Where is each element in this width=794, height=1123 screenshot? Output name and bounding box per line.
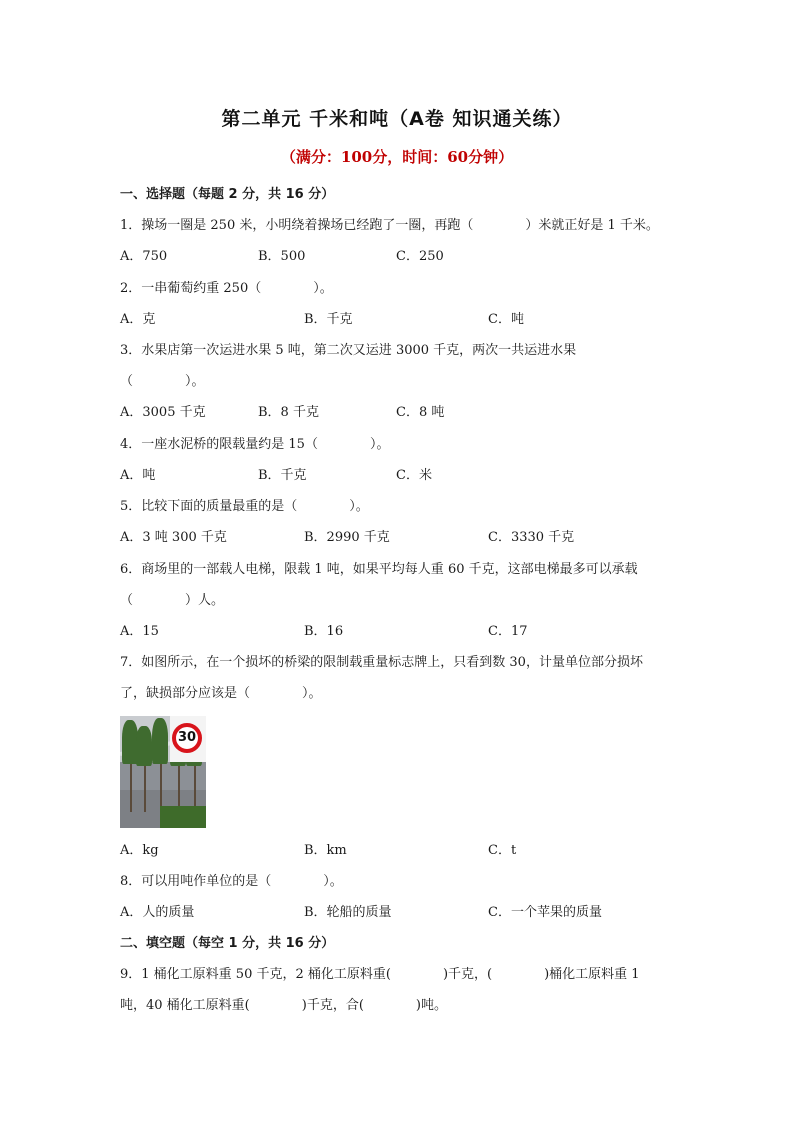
- q6-option-a: A．15: [120, 624, 159, 639]
- question-8: 8．可以用吨作单位的是（ ）。: [120, 874, 343, 889]
- q2-option-a: A．克: [120, 312, 156, 327]
- q2-option-c: C．吨: [488, 312, 524, 327]
- section-multiple-choice: 一、选择题（每题 2 分，共 16 分）: [120, 187, 335, 202]
- q6-option-b: B．16: [304, 624, 344, 639]
- q5-option-c: C．3330 千克: [488, 530, 575, 545]
- question-6-line-1: 6．商场里的一部载人电梯，限载 1 吨，如果平均每人重 60 千克，这部电梯最多可以承载: [120, 562, 638, 577]
- question-5: 5．比较下面的质量最重的是（ ）。: [120, 499, 369, 514]
- load-limit-sign: 30: [172, 723, 202, 753]
- q6-option-c: C．17: [488, 624, 528, 639]
- q3-option-b: B．8 千克: [258, 405, 319, 420]
- question-9-line-1: 9．1 桶化工原料重 50 千克，2 桶化工原料重( )千克，( )桶化工原料重 1: [120, 967, 640, 982]
- section-fill-in: 二、填空题（每空 1 分，共 16 分）: [120, 936, 335, 951]
- question-3-line-2: （ ）。: [120, 374, 205, 389]
- question-2: 2．一串葡萄约重 250（ ）。: [120, 281, 333, 296]
- question-9-line-2: 吨，40 桶化工原料重( )千克，合( )吨。: [120, 998, 447, 1013]
- question-1: 1．操场一圈是 250 米，小明绕着操场已经跑了一圈，再跑（ ）米就正好是 1 千米。: [120, 218, 659, 233]
- q8-option-c: C．一个苹果的质量: [488, 905, 602, 920]
- question-6-line-2: （ ）人。: [120, 593, 225, 608]
- q1-option-b: B．500: [258, 249, 306, 264]
- q3-option-c: C．8 吨: [396, 405, 445, 420]
- q1-option-c: C．250: [396, 249, 444, 264]
- q8-option-a: A．人的质量: [120, 905, 195, 920]
- q1-option-a: A．750: [120, 249, 168, 264]
- tree-icon: [152, 718, 168, 764]
- q2-option-b: B．千克: [304, 312, 353, 327]
- photo-grass: [160, 806, 206, 828]
- q4-option-c: C．米: [396, 468, 432, 483]
- question-7-line-2: 了，缺损部分应该是（ ）。: [120, 686, 322, 701]
- q7-option-c: C．t: [488, 843, 517, 858]
- page-subtitle: （满分：100分，时间：60分钟）: [280, 148, 514, 166]
- question-4: 4．一座水泥桥的限载量约是 15（ ）。: [120, 437, 390, 452]
- page-title: 第二单元 千米和吨（A卷 知识通关练）: [221, 108, 573, 130]
- question-7-line-1: 7．如图所示，在一个损坏的桥梁的限制载重量标志牌上，只看到数 30，计量单位部分损坏: [120, 655, 643, 670]
- q7-option-a: A．kg: [120, 843, 159, 858]
- tree-icon: [136, 726, 152, 766]
- q5-option-b: B．2990 千克: [304, 530, 390, 545]
- q5-option-a: A．3 吨 300 千克: [120, 530, 227, 545]
- q8-option-b: B．轮船的质量: [304, 905, 392, 920]
- bridge-sign-photo: [120, 716, 206, 828]
- q3-option-a: A．3005 千克: [120, 405, 206, 420]
- q4-option-a: A．吨: [120, 468, 156, 483]
- q4-option-b: B．千克: [258, 468, 307, 483]
- q7-option-b: B．km: [304, 843, 347, 858]
- question-3-line-1: 3．水果店第一次运进水果 5 吨，第二次又运进 3000 千克，两次一共运进水果: [120, 343, 577, 358]
